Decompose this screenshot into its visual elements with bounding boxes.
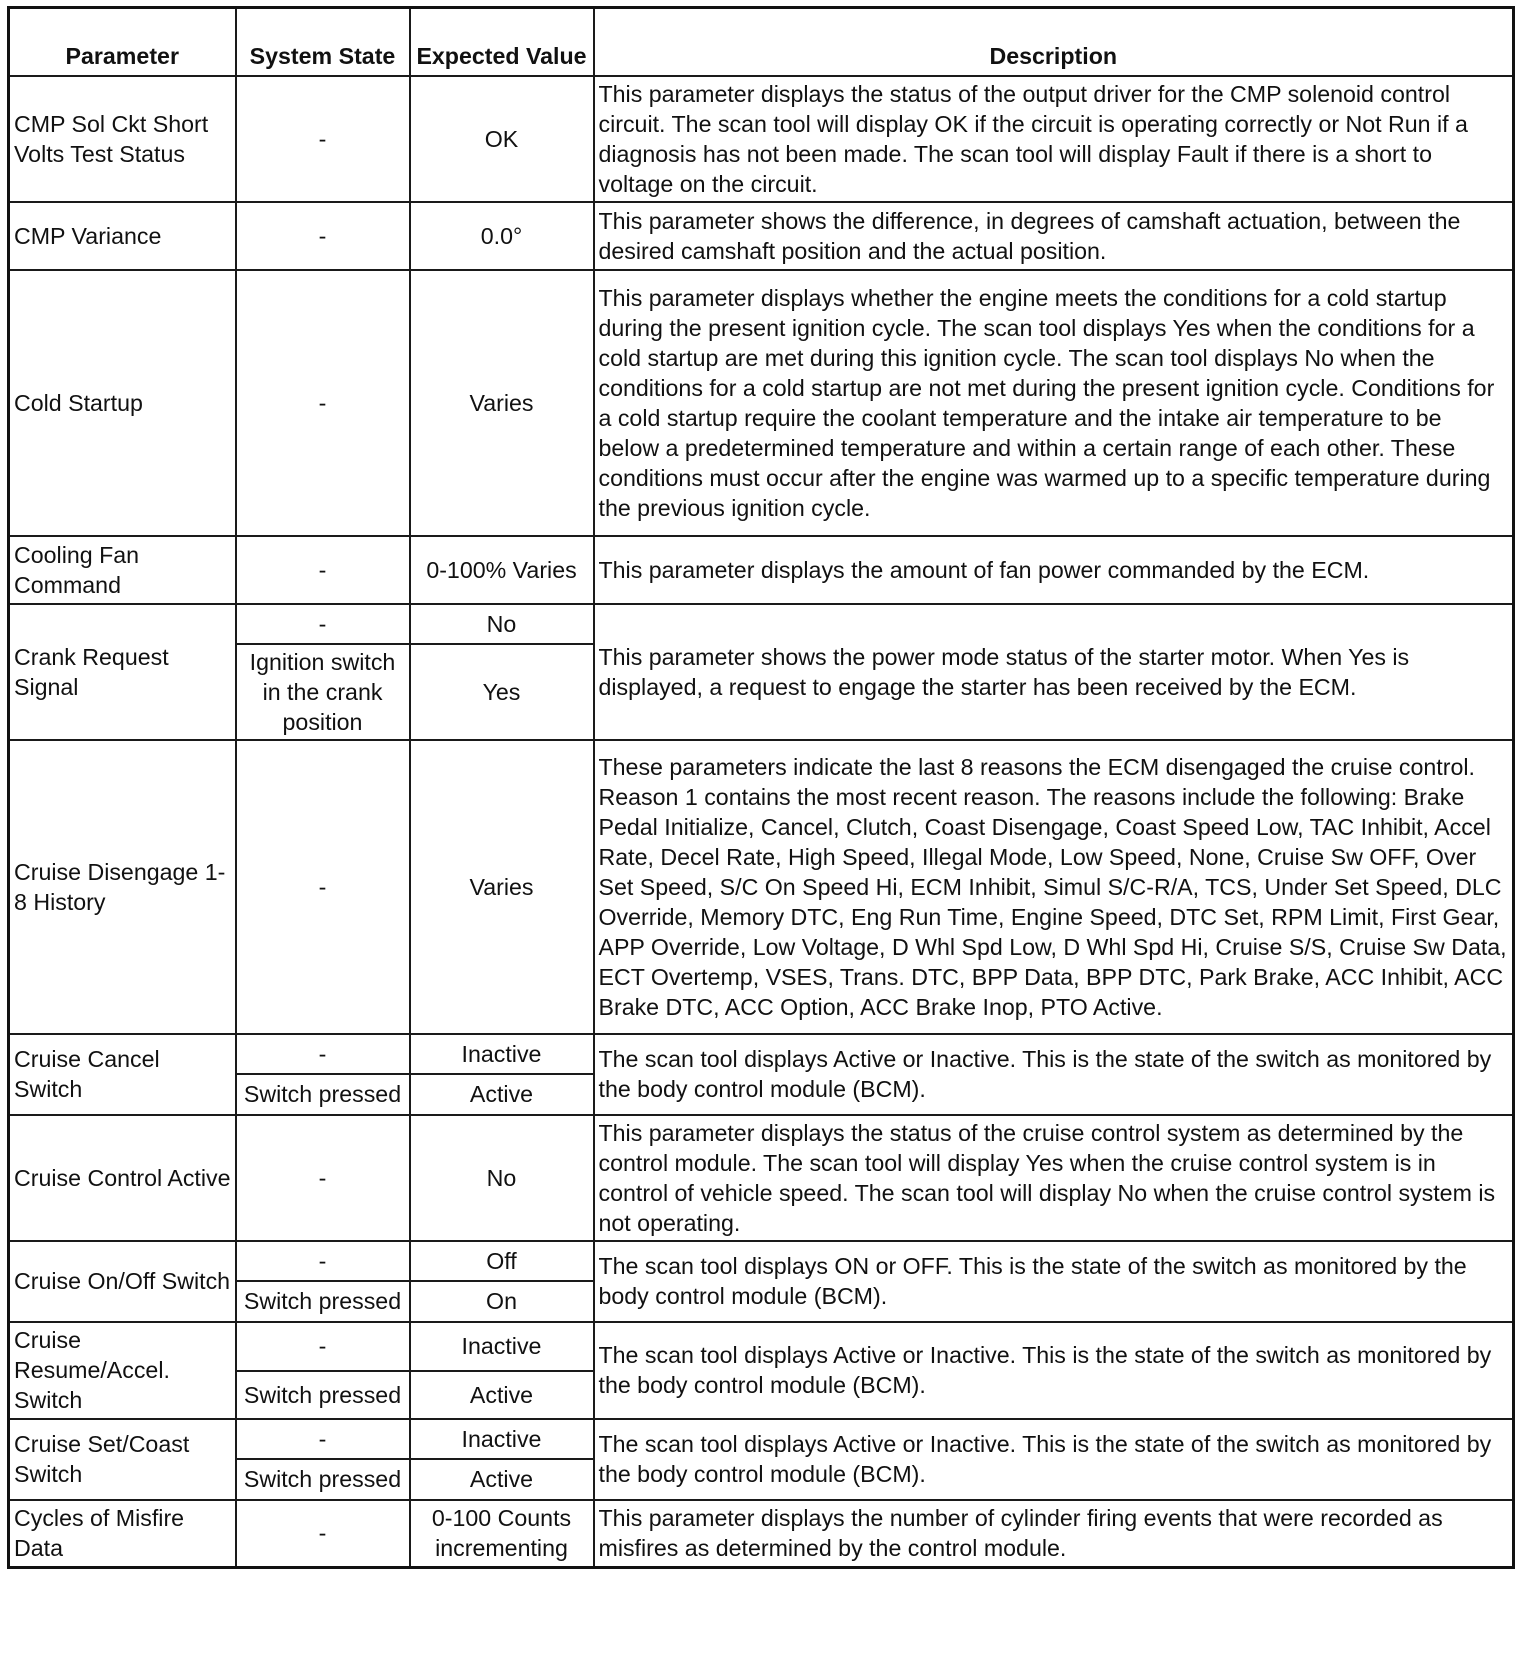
table-row xyxy=(9,1034,1514,1074)
description: The scan tool displays Active or Inactive. This is the state of the switch as monitored by the body control module (BCM). xyxy=(594,1034,1514,1115)
system-state: - xyxy=(236,76,410,202)
system-state: Switch pressed xyxy=(236,1281,410,1322)
system-state: - xyxy=(236,1322,410,1371)
parameter-name: Crank Request Signal xyxy=(9,604,236,740)
table-row xyxy=(9,604,1514,644)
parameter-name: Cooling Fan Command xyxy=(9,536,236,604)
header-system-state: System State xyxy=(236,8,410,76)
description: This parameter shows the power mode status of the starter motor. When Yes is displayed, a request to engage the starter has been received by the ECM. xyxy=(594,604,1514,740)
table-row xyxy=(9,76,1514,202)
expected-value: No xyxy=(410,604,594,644)
expected-value: Active xyxy=(410,1371,594,1419)
parameter-name: Cruise Cancel Switch xyxy=(9,1034,236,1115)
parameter-name: CMP Sol Ckt Short Volts Test Status xyxy=(9,76,236,202)
table-row xyxy=(9,1500,1514,1568)
system-state: Switch pressed xyxy=(236,1371,410,1419)
system-state: - xyxy=(236,270,410,536)
description: This parameter displays the number of cylinder firing events that were recorded as misfires as determined by the control module. xyxy=(594,1500,1514,1568)
table-row xyxy=(9,536,1514,604)
header-expected-value: Expected Value xyxy=(410,8,594,76)
parameter-table-page xyxy=(7,6,1515,1569)
description: The scan tool displays Active or Inactive. This is the state of the switch as monitored by the body control module (BCM). xyxy=(594,1419,1514,1500)
system-state: Switch pressed xyxy=(236,1459,410,1500)
parameter-name: Cruise Disengage 1-8 History xyxy=(9,740,236,1034)
system-state: - xyxy=(236,604,410,644)
description: The scan tool displays Active or Inactive. This is the state of the switch as monitored by the body control module (BCM). xyxy=(594,1322,1514,1419)
expected-value: Varies xyxy=(410,740,594,1034)
parameter-name: Cruise Resume/Accel. Switch xyxy=(9,1322,236,1419)
table-row xyxy=(9,740,1514,1034)
parameter-name: Cruise Control Active xyxy=(9,1115,236,1241)
header-row xyxy=(9,8,1514,76)
description: These parameters indicate the last 8 reasons the ECM disengaged the cruise control. Reason 1 contains the most recent reason. The reasons include the following: Brake Pedal Initialize, Cancel, Clutch, Coast Disengage, Coast Speed Low, TAC Inhibit, Accel Rate, Decel Rate, High Speed, Illegal Mode, Low Speed, None, Cruise Sw OFF, Over Set Speed, S/C On Speed Hi, ECM Inhibit, Simul S/C-R/A, TCS, Under Set Speed, DLC Override, Memory DTC, Eng Run Time, Engine Speed, DTC Set, RPM Limit, First Gear, APP Override, Low Voltage, D Whl Spd Low, D Whl Spd Hi, Cruise S/S, Cruise Sw Data, ECT Overtemp, VSES, Trans. DTC, BPP Data, BPP DTC, Park Brake, ACC Inhibit, ACC Brake DTC, ACC Option, ACC Brake Inop, PTO Active. xyxy=(594,740,1514,1034)
system-state: - xyxy=(236,1241,410,1281)
expected-value: 0.0° xyxy=(410,202,594,270)
description: This parameter displays the amount of fan power commanded by the ECM. xyxy=(594,536,1514,604)
system-state: - xyxy=(236,1419,410,1459)
expected-value: Inactive xyxy=(410,1322,594,1371)
parameter-name: CMP Variance xyxy=(9,202,236,270)
expected-value: On xyxy=(410,1281,594,1322)
table-row xyxy=(9,1241,1514,1281)
header-parameter: Parameter xyxy=(9,8,236,76)
expected-value: Varies xyxy=(410,270,594,536)
expected-value: Yes xyxy=(410,644,594,740)
parameter-name: Cruise Set/Coast Switch xyxy=(9,1419,236,1500)
expected-value: OK xyxy=(410,76,594,202)
system-state: - xyxy=(236,1034,410,1074)
system-state: - xyxy=(236,202,410,270)
description: The scan tool displays ON or OFF. This is the state of the switch as monitored by the body control module (BCM). xyxy=(594,1241,1514,1322)
description: This parameter displays the status of the output driver for the CMP solenoid control circuit. The scan tool will display OK if the circuit is operating correctly or Not Run if a diagnosis has not been made. The scan tool will display Fault if there is a short to voltage on the circuit. xyxy=(594,76,1514,202)
description: This parameter displays whether the engine meets the conditions for a cold startup during the present ignition cycle. The scan tool displays Yes when the conditions for a cold startup are met during this ignition cycle. The scan tool displays No when the conditions for a cold startup are not met during the present ignition cycle. Conditions for a cold startup require the coolant temperature and the intake air temperature to be below a predetermined temperature and within a certain range of each other. These conditions must occur after the engine was warmed up to a specific temperature during the previous ignition cycle. xyxy=(594,270,1514,536)
table-row xyxy=(9,1322,1514,1371)
system-state: Ignition switch in the crank position xyxy=(236,644,410,740)
parameter-table xyxy=(7,6,1515,1569)
table-row xyxy=(9,270,1514,536)
expected-value: 0-100% Varies xyxy=(410,536,594,604)
description: This parameter shows the difference, in degrees of camshaft actuation, between the desired camshaft position and the actual position. xyxy=(594,202,1514,270)
system-state: - xyxy=(236,740,410,1034)
expected-value: Active xyxy=(410,1459,594,1500)
system-state: - xyxy=(236,536,410,604)
expected-value: Inactive xyxy=(410,1419,594,1459)
system-state: - xyxy=(236,1115,410,1241)
system-state: - xyxy=(236,1500,410,1568)
table-row xyxy=(9,202,1514,270)
system-state: Switch pressed xyxy=(236,1074,410,1115)
expected-value: Active xyxy=(410,1074,594,1115)
expected-value: Off xyxy=(410,1241,594,1281)
parameter-name: Cycles of Misfire Data xyxy=(9,1500,236,1568)
description: This parameter displays the status of the cruise control system as determined by the control module. The scan tool will display Yes when the cruise control system is in control of vehicle speed. The scan tool will display No when the cruise control system is not operating. xyxy=(594,1115,1514,1241)
expected-value: No xyxy=(410,1115,594,1241)
table-row xyxy=(9,1419,1514,1459)
expected-value: 0-100 Counts incrementing xyxy=(410,1500,594,1568)
table-row xyxy=(9,1115,1514,1241)
parameter-name: Cold Startup xyxy=(9,270,236,536)
expected-value: Inactive xyxy=(410,1034,594,1074)
header-description: Description xyxy=(594,8,1514,76)
parameter-name: Cruise On/Off Switch xyxy=(9,1241,236,1322)
